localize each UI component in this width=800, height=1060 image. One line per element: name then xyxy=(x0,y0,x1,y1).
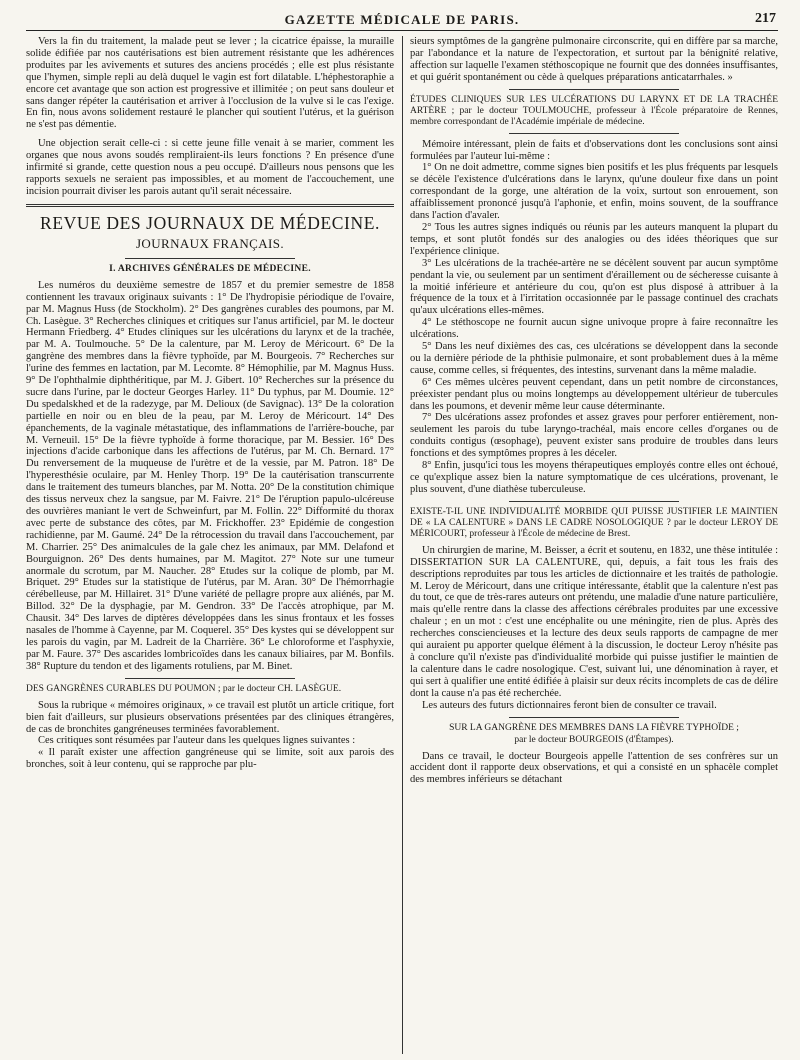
paragraph: Dans ce travail, le docteur Bourgeois appelle l'attention de ses confrères sur un accident dont il rapporte deux observations, et qui a consisté en un sphacèle complet des membres inférieurs se détachant xyxy=(410,750,778,786)
divider xyxy=(125,678,294,679)
paragraph: Sous la rubrique « mémoires originaux, » ce travail est plutôt un article critique, fort bien fait d'ailleurs, sur plusieurs observations présentées par des cliniques étrangères, de cas de bronchites gangréneuses terminées favorablement. xyxy=(26,699,394,735)
revue-title: REVUE DES JOURNAUX DE MÉDECINE. xyxy=(40,212,380,233)
paragraph: sieurs symptômes de la gangrène pulmonaire circonscrite, qui en diffère par sa marche, par l'abondance et la nature de l'expectoration, et surtout par la bénignité relative, affection sur laquelle l'examen stéthoscopique ne fournit que des données insuffisantes, et qui guérit spontanément ou cède à quelques préparations anticatarrhales. » xyxy=(410,36,778,83)
paragraph: Une objection serait celle-ci : si cette jeune fille venait à se marier, comment les organes que nous avons soudés rempliraient-ils leurs fonctions ? En présence d'une infirmité si grande, cette question nous a peu occupé. D'ailleurs nous pensons que les rapports sexuels ne seraient pas impossibles, et au moment de l'accouchement, une incision pourrait diviser les parois autant qu'il serait nécessaire. xyxy=(26,138,394,197)
paragraph: 4° Le stéthoscope ne fournit aucun signe univoque propre à faire reconnaître les ulcérations. xyxy=(410,317,778,341)
article-heading: DES GANGRÈNES CURABLES DU POUMON ; par le docteur CH. LASÈGUE. xyxy=(26,683,342,694)
paragraph: Un chirurgien de marine, M. Beisser, a écrit et soutenu, en 1832, une thèse intitulée : DISSERTATION SUR LA CALENTURE, qui, depuis, a fait tous les frais des descriptions reproduites par tous les articles de dictionnaire et les traités de pathologie. M. Leroy de Méricourt, dans une critique intéressante, établit que la calenture n'est pas du tout, ce que de très-rares auteurs ont prétendu, une maladie d'une nature particulière, mais qu'elle rentre dans la classe des affections cérébrales produites par une excessive chaleur ; en un mot : c'est une encéphalite ou une méningite, rien de plus. Après des recherches consciencieuses et la lecture des deux seuls rapports de campagne de mer qui auraient pu apporter quelque élément à la discussion, le docteur Leroy n'hésite pas à conclure qu'il n'existe pas d'individualité morbide qui puisse justifier le maintien de la calenture dans le cadre nosologique. C'est, suivant lui, une dénomination à rayer, et qui sert à qualifier une entité édifiée à plaisir sur deux récits incomplets de cas de délire dont la cause n'a pas été recherchée. xyxy=(410,544,778,699)
running-title: GAZETTE MÉDICALE DE PARIS. xyxy=(284,12,520,27)
divider xyxy=(509,133,678,134)
page-number: 217 xyxy=(755,11,776,26)
left-column xyxy=(26,36,394,771)
article-heading: EXISTE-T-IL UNE INDIVIDUALITÉ MORBIDE QUI PUISSE JUSTIFIER LE MAINTIEN DE « LA CALENTURE » DANS LE CADRE NOSOLOGIQUE ? par le docteur LEROY DE MÉRICOURT, professeur à l'École de médecine de Brest. xyxy=(410,506,778,539)
paragraph: 3° Les ulcérations de la trachée-artère ne se décèlent souvent par aucun symptôme pendant la vie, ou seulement par un sentiment d'éraillement ou de sécheresse cuisante à la moitié inférieure et antérieure du cou, qu'on est plus disposé à attribuer à la fréquence de la toux et à l'irritation occasionnée par le passage continuel des crachats qu'aux ulcérations elles-mêmes. xyxy=(410,257,778,317)
paragraph: Les auteurs des futurs dictionnaires feront bien de consulter ce travail. xyxy=(422,699,717,711)
article-heading: ÉTUDES CLINIQUES SUR LES ULCÉRATIONS DU LARYNX ET DE LA TRACHÉE ARTÈRE ; par le docteur TOULMOUCHE, professeur à l'École préparatoire de Rennes, membre correspondant de l'Académie impériale de médecine. xyxy=(410,94,778,127)
column-separator xyxy=(402,36,403,1054)
paragraph: 6° Ces mêmes ulcères peuvent cependant, dans un petit nombre de circonstances, préexister pendant plus ou moins longtemps au développement ultérieur de tubercules dans les poumons, et devenir même leur cause déterminante. xyxy=(410,376,778,412)
divider xyxy=(509,717,678,718)
article-author: par le docteur BOURGEOIS (d'Étampes). xyxy=(514,734,674,745)
paragraph: 8° Enfin, jusqu'ici tous les moyens thérapeutiques employés contre elles ont échoué, ce qu'explique assez bien la nature symptomatique de ces ulcérations, provenant, le plus souvent, d'une diathèse tuberculeuse. xyxy=(410,460,778,495)
right-column xyxy=(410,36,778,786)
paragraph: Les numéros du deuxième semestre de 1857 et du premier semestre de 1858 contiennent les travaux originaux suivants : 1° De l'hydropisie périodique de l'ovaire, par M. Magnus Huss (de Stockholm). 2° Des gangrènes curables des poumons, par M. Ch. Lasègue. 3° Recherches cliniques et critiques sur l'anus artificiel, par M. le docteur Hermann Friedberg. 4° Etudes cliniques sur les ulcérations du larynx et de la trachée, par M. A. Toulmouche. 5° De la calenture, par M. Leroy de Méricourt. 6° De la gangrène des membres dans la fièvre typhoïde, par M. Bourgeois. 7° Recherches sur l'urine des femmes en lactation, par M. Lecomte. 8° Hémophilie, par M. Magnus Huss. 9° De l'ophthalmie diphthéritique, par M. J. Gibert. 10° Recherches sur la présence du sucre dans l'urine, par le docteur Georges Harley. 11° Du typhus, par M. Doumie. 12° Du spedalskhed et de la radezyge, par M. Delioux (de Savignac). 13° De la coloration partielle en noir ou en bleu de la peau, par M. Leroy de Méricourt. 14° Des épanchements, de la vaginale métastatique, des inflammations de l'arrière-bouche, par M. Verneuil. 15° De la fièvre typhoïde à forme thoracique, par M. Bessier. 16° Des injections d'acide carbonique dans les affections de l'utérus, par M. Ch. Bernard. 17° Du renversement de la muqueuse de l'urètre et de la vessie, par M. Patron. 18° De l'hyperesthésie oculaire, par M. Henley Thorp. 19° De la cautérisation transcurrente dans le traitement des tumeurs blanches, par M. Notta. 20° De la constitution chimique des tissus nerveux chez la sangsue, par M. Faivre. 21° De l'éruption papulo-ulcéreuse des ouvrières maniant le vert de Schweinfurt, par M. Follin. 22° Difformité du thorax avec perte de substance des côtes, par M. Frickhoffer. 23° Epidémie de congestion rachidienne, par M. Gaumé. 24° De la rétrocession du travail dans l'accouchement, par M. Charrier. 25° Des animalcules de la gale chez les animaux, par MM. Delafond et Bourguignon. 26° Des dents humaines, par M. Magitot. 27° Note sur une tumeur anormale du scrotum, par M. Naucher. 28° Etudes sur la colique de plomb, par M. Briquet. 29° Etudes sur la statistique de l'utérus, par M. Aran. 30° De l'hémorrhagie cérébelleuse, par M. Hillairet. 31° D'une variété de pellagre propre aux aliénés, par M. Billod. 32° De la dysphagie, par M. Gendron. 33° De l'accès atrophique, par M. Chausit. 34° Des larves de diptères développées dans les sinus frontaux et les fosses nasales de l'homme à Cayenne, par M. Coquerel. 35° Des kystes qui se développent sur les parois du vagin, par M. Ladreit de la Charrière. 36° Le chloroforme et l'asphyxie, par M. Faure. 37° Des ascarides lombricoïdes dans les canaux biliaires, par M. Bonfils. 38° Rupture du tendon et des ligaments rotuliens, par M. Binet. xyxy=(26,279,394,672)
paragraph: Vers la fin du traitement, la malade peut se lever ; la cicatrice épaisse, la muraille solide édifiée par nos cautérisations est bien autrement résistante que les adhérences produites par les avivements et sutures des anciens procédés ; elle est plus résistante que l'hymen, simple repli au delà duquel le vagin est fort dilatable. L'héphestoraphie a encore cet avantage que son action est progressive et illimitée ; on peut sans douleur et sans danger répéter la cautérisation et arriver à l'occlusion de la vulve si le cas l'exige. En fin, nous avons solidement restauré le plancher qui soutient l'utérus, et la guérison ne s'est pas démentie. xyxy=(26,36,394,131)
section-title: I. ARCHIVES GÉNÉRALES DE MÉDECINE. xyxy=(109,263,311,274)
revue-subtitle: JOURNAUX FRANÇAIS. xyxy=(135,235,285,251)
divider xyxy=(509,89,678,90)
divider xyxy=(125,258,294,259)
journal-page xyxy=(26,8,778,1054)
paragraph: 2° Tous les autres signes indiqués ou réunis par les auteurs manquent la plupart du temps, et sont plutôt fondés sur des analogies ou des idées théoriques que sur l'expérience clinique. xyxy=(410,221,778,257)
article-heading: SUR LA GANGRÈNE DES MEMBRES DANS LA FIÈVRE TYPHOÏDE ; xyxy=(449,722,739,733)
two-column-body xyxy=(26,36,778,1054)
paragraph: 5° Dans les neuf dixièmes des cas, ces ulcérations se développent dans la seconde ou la dernière période de la phthisie pulmonaire, et sont probablement dues à la même cause, comme celles, si fréquentes, des intestins, survenant dans la même maladie. xyxy=(410,341,778,376)
paragraph: « Il paraît exister une affection gangréneuse qui se limite, soit aux parois des bronches, soit à leur contenu, qui se rapproche par plu- xyxy=(26,747,394,771)
section-divider xyxy=(26,204,394,207)
paragraph: 7° Des ulcérations assez profondes et assez graves pour perforer entièrement, non-seulement les parois du tube laryngo-trachéal, mais encore celles d'organes ou de conduits contigus (œsophage), peuvent exister sans produire de troubles dans leurs fonctions et des symptômes propres à les déceler. xyxy=(410,412,778,460)
paragraph: Ces critiques sont résumées par l'auteur dans les quelques lignes suivantes : xyxy=(38,735,356,747)
paragraph: 1° On ne doit admettre, comme signes bien positifs et les plus fréquents par lesquels se décèle l'existence d'ulcérations dans le larynx, qu'une douleur fixe dans un point correspondant de la gorge, une altération de la voix, surtout son enrouement, son affaiblissement prononcé jusqu'à l'aphonie, et enfin, moins souvent, de la souffrance dans l'action d'avaler. xyxy=(410,162,778,222)
paragraph: Mémoire intéressant, plein de faits et d'observations dont les conclusions sont ainsi formulées par l'auteur lui-même : xyxy=(410,138,778,162)
divider xyxy=(509,501,678,502)
page-header xyxy=(26,8,778,31)
